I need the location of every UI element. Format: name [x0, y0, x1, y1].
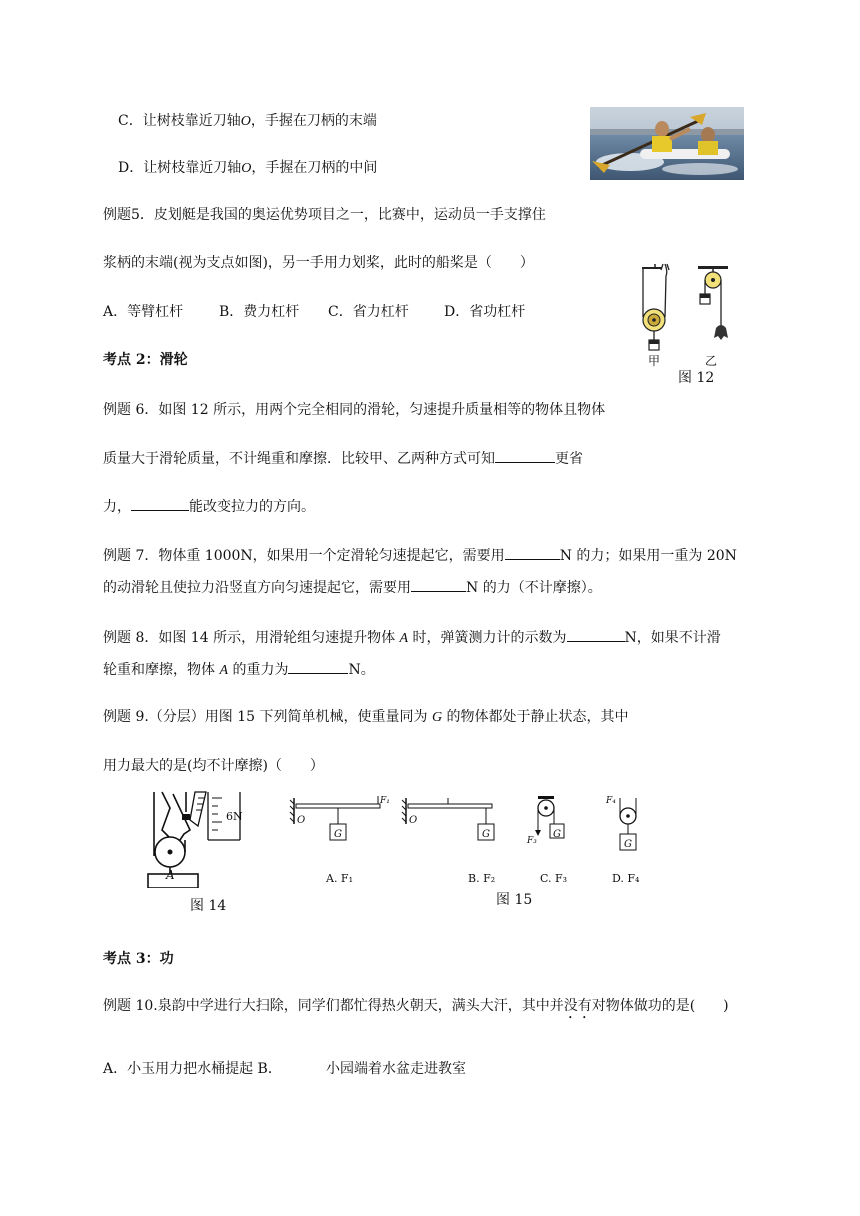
ex8-line2-text: 轮重和摩擦，物体 — [103, 662, 220, 678]
figure-14-pulley-block — [140, 790, 265, 888]
ex7-line2 — [103, 577, 602, 598]
ex5-option-b: B．费力杠杆 — [219, 304, 300, 320]
ex8-var-a-2: A — [219, 663, 229, 678]
ex8-var-a: A — [399, 631, 409, 646]
option-d-suffix: ，手握在刀柄的中间 — [251, 160, 378, 176]
figure-12-label-left: 甲 — [648, 354, 661, 368]
option-d — [118, 158, 377, 179]
figure-15-pivot-b: O — [409, 815, 418, 826]
ex5-line2: 浆柄的末端(视为支点如图)，另一手用力划桨，此时的船桨是（ ） — [103, 255, 534, 271]
figure-15-force-3: F₃ — [527, 836, 537, 846]
ex8-line1-tail: N，如果不计滑 — [624, 630, 721, 646]
ex6-blank-2[interactable] — [131, 496, 189, 511]
option-d-prefix: D．让树枝靠近刀轴 — [118, 160, 242, 176]
ex6-line2-tail: 更省 — [555, 451, 583, 467]
ex7-line1-text: 例题 7．物体重 1000N，如果用一个定滑轮匀速提起它，需要用 — [103, 548, 505, 564]
figure-15-caption: 图 15 — [496, 892, 533, 908]
figure-15-label-b: B. F₂ — [468, 872, 496, 885]
option-c-var: O — [240, 114, 251, 129]
ex10-option-b: 小园端着水盆走进教室 — [326, 1061, 466, 1077]
ex5-line1: 例题5．皮划艇是我国的奥运优势项目之一，比赛中，运动员一手支撑住 — [103, 207, 546, 223]
ex9-line2: 用力最大的是(均不计摩擦)（ ） — [103, 758, 324, 774]
ex10-option-a: A．小玉用力把水桶提起 B． — [103, 1061, 282, 1077]
ex7-blank-2[interactable] — [411, 577, 466, 592]
ex10-tail: 对物体做功的是( ) — [591, 998, 729, 1014]
ex8-line2-tail: N。 — [348, 662, 375, 678]
ex6-line2-text: 质量大于滑轮质量，不计绳重和摩擦．比较甲、乙两种方式可知 — [103, 451, 495, 467]
figure-14-block-label: A — [166, 868, 175, 882]
ex6-line3-text: 力， — [103, 499, 131, 515]
ex8-line1 — [103, 627, 721, 649]
figure-15-machines — [288, 794, 648, 866]
option-c-suffix: ，手握在刀柄的末端 — [250, 113, 377, 129]
ex6-line3 — [103, 496, 315, 517]
ex10-text: 例题 10.泉韵中学进行大扫除，同学们都忙得热火朝天，满头大汗，其中并 — [103, 998, 564, 1014]
figure-15-weight-d: G — [624, 839, 632, 850]
ex6-blank-1[interactable] — [495, 448, 555, 463]
figure-15-pivot-a: O — [297, 815, 306, 826]
ex8-blank-2[interactable] — [288, 659, 348, 674]
figure-15-weight-c: G — [553, 829, 561, 840]
option-c — [118, 111, 377, 132]
ex8-line2-mid: 的重力为 — [228, 662, 289, 678]
kayak-photo — [590, 107, 744, 180]
ex9-line1 — [103, 707, 629, 728]
figure-15-weight-a: G — [334, 829, 342, 840]
figure-14-scale-label: 6N — [226, 810, 243, 823]
ex8-line1-mid: 时，弹簧测力计的示数为 — [408, 630, 567, 646]
figure-15-weight-b: G — [482, 829, 490, 840]
ex7-line1 — [103, 545, 737, 566]
ex8-blank-1[interactable] — [567, 627, 625, 642]
figure-15-force-1: F₁ — [380, 796, 390, 806]
ex10-emphasis: 没有 — [563, 998, 592, 1014]
ex5-option-d: D．省功杠杆 — [444, 304, 526, 320]
option-c-prefix: C．让树枝靠近刀轴 — [118, 113, 241, 129]
section-2-heading: 考点 2：滑轮 — [103, 352, 188, 368]
ex7-line2-text: 的动滑轮且使拉力沿竖直方向匀速提起它，需要用 — [103, 580, 411, 596]
ex6-line3-tail: 能改变拉力的方向。 — [189, 499, 315, 515]
figure-14-caption: 图 14 — [190, 898, 227, 914]
ex9-var-g: G — [431, 710, 443, 725]
ex7-line1-tail: N 的力；如果用一重为 20N — [559, 548, 737, 564]
ex9-line1-text: 例题 9.（分层）用图 15 下列简单机械，使重量同为 — [103, 709, 432, 725]
ex7-line2-tail: N 的力（不计摩擦）。 — [466, 580, 602, 596]
ex9-line1-tail: 的物体都处于静止状态，其中 — [442, 709, 629, 725]
ex7-blank-1[interactable] — [505, 545, 560, 560]
figure-12-caption: 图 12 — [678, 370, 715, 386]
ex8-line2 — [103, 659, 375, 681]
ex5-option-c: C．省力杠杆 — [328, 304, 409, 320]
ex5-option-a: A．等臂杠杆 — [103, 304, 184, 320]
ex8-line1-text: 例题 8．如图 14 所示，用滑轮组匀速提升物体 — [103, 630, 400, 646]
ex6-line2 — [103, 448, 583, 469]
figure-15-label-d: D. F₄ — [612, 872, 640, 885]
ex6-line1: 例题 6．如图 12 所示，用两个完全相同的滑轮，匀速提升质量相等的物体且物体 — [103, 402, 606, 418]
section-3-heading: 考点 3：功 — [103, 951, 174, 967]
figure-15-label-a: A. F₁ — [326, 872, 353, 885]
option-d-var: O — [241, 161, 252, 176]
figure-12-label-right: 乙 — [705, 354, 718, 368]
figure-15-force-4: F₄ — [606, 796, 616, 806]
ex10-line — [103, 996, 729, 1022]
figure-15-label-c: C. F₃ — [540, 872, 568, 885]
